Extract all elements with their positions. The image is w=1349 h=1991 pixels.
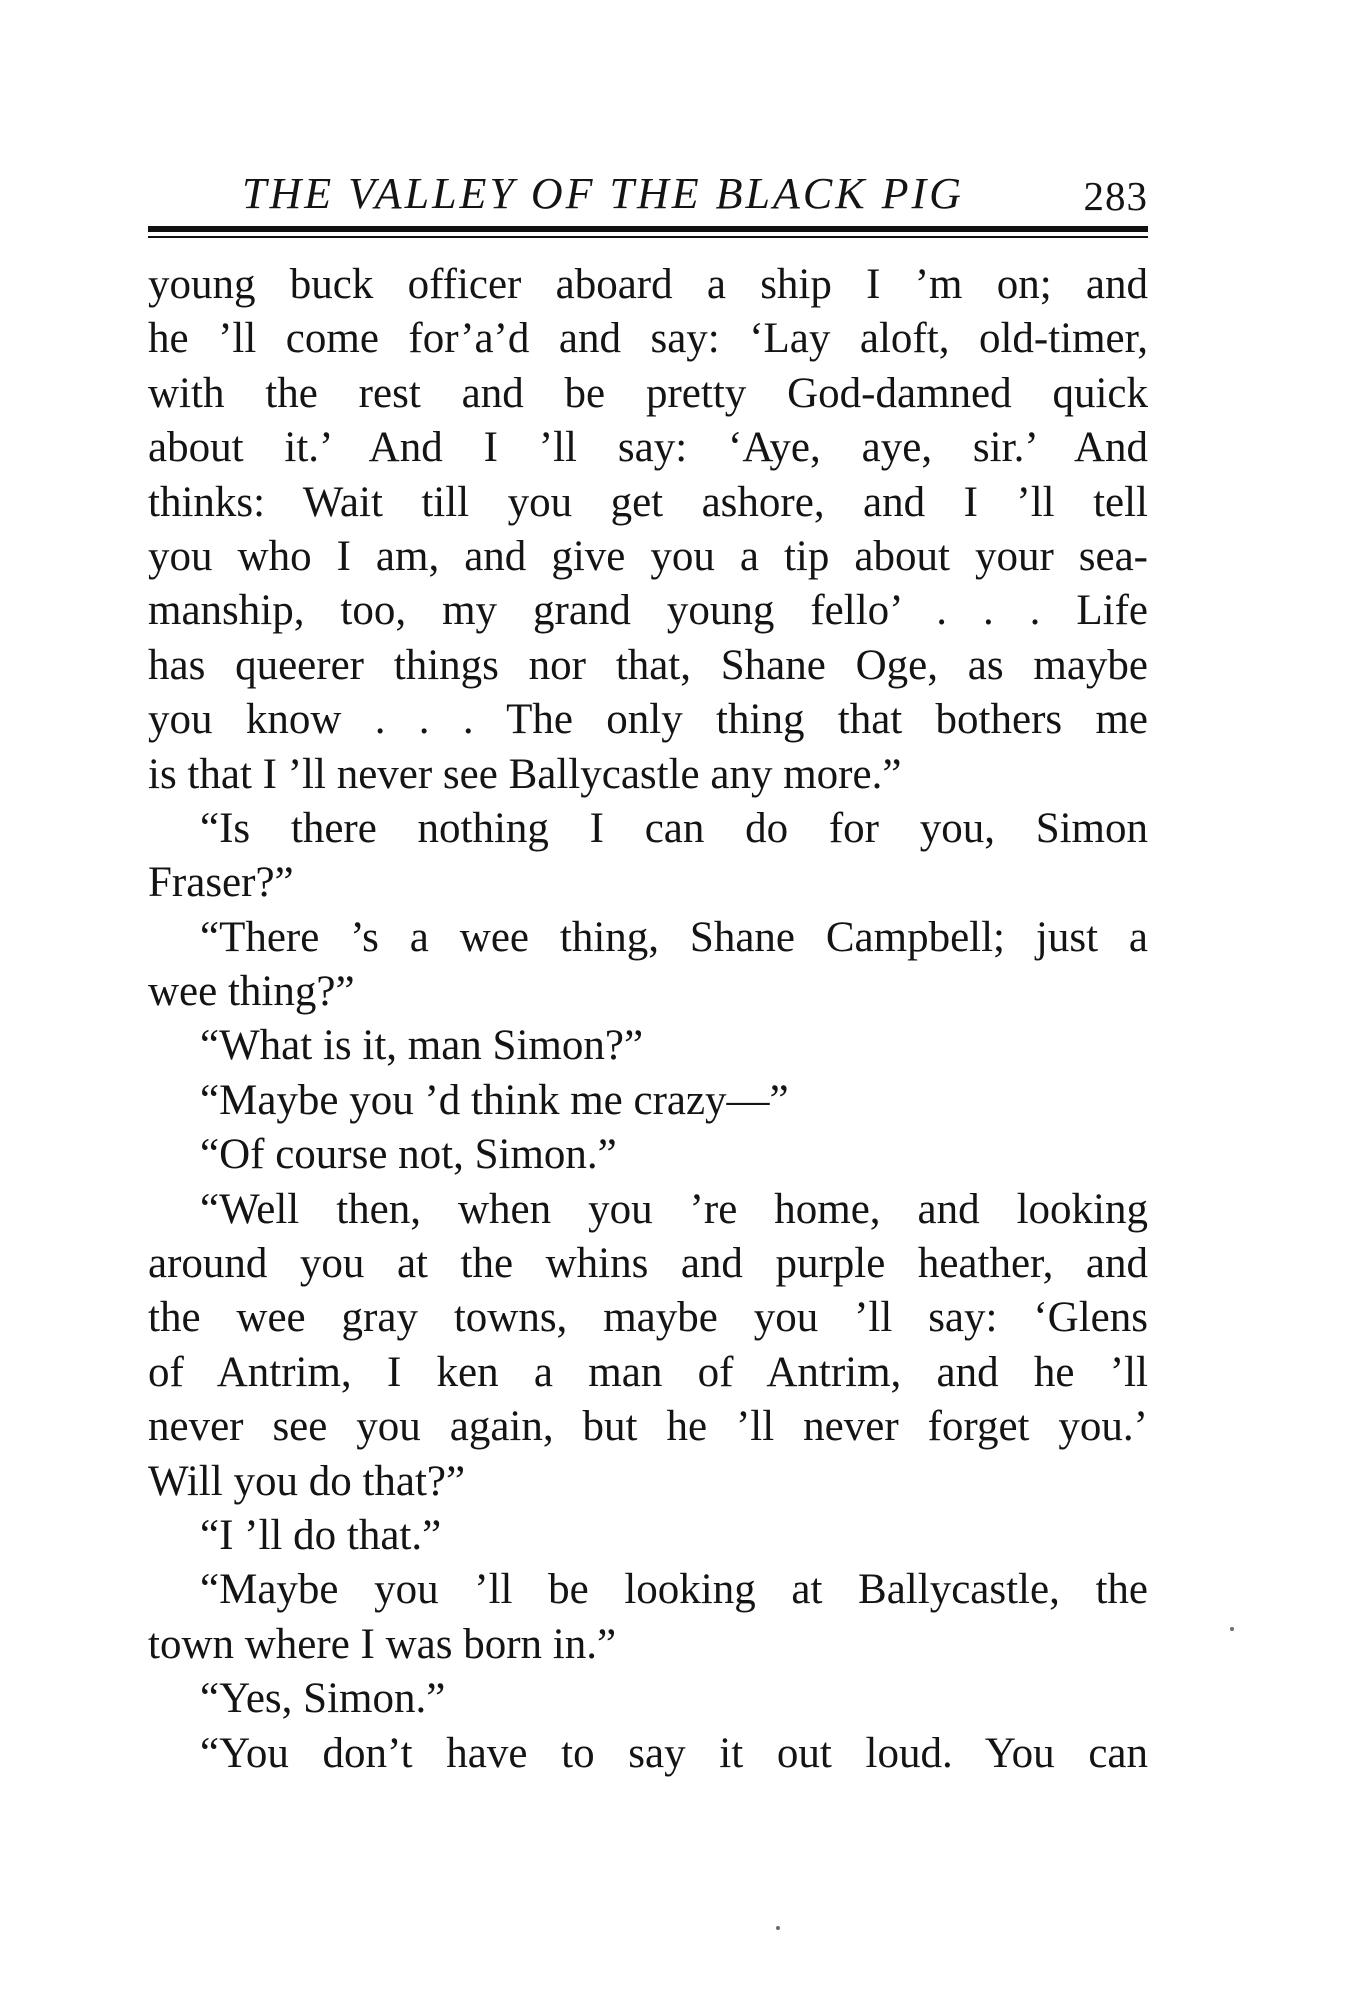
- text-line: never see you again, but he ’ll never forget you.’: [148, 1403, 1148, 1451]
- scan-speck: [776, 1926, 780, 1930]
- text-line: “Of course not, Simon.”: [200, 1131, 617, 1179]
- text-line: “I ’ll do that.”: [200, 1511, 442, 1559]
- text-line: around you at the whins and purple heather, and: [148, 1240, 1148, 1288]
- body-text: [148, 258, 1148, 1781]
- text-line: young buck officer aboard a ship I ’m on; and: [148, 261, 1148, 308]
- text-line: “What is it, man Simon?”: [200, 1022, 644, 1070]
- header-rule-thin: [148, 236, 1148, 238]
- text-line: you who I am, and give you a tip about your sea-: [148, 532, 1148, 580]
- text-line: “Maybe you ’d think me crazy—”: [200, 1076, 789, 1124]
- scan-speck: [1230, 1627, 1234, 1631]
- text-line: manship, too, my grand young fello’ . . . Life: [148, 587, 1148, 635]
- text-line: “Maybe you ’ll be looking at Ballycastle, the: [200, 1566, 1148, 1614]
- page-number: 283: [1083, 173, 1148, 219]
- text-line: Fraser?”: [148, 859, 294, 907]
- text-line: the wee gray towns, maybe you ’ll say: ‘Glens: [148, 1294, 1148, 1342]
- text-line: Will you do that?”: [148, 1457, 466, 1505]
- running-title: THE VALLEY OF THE BLACK PIG: [242, 169, 964, 218]
- text-line: “Well then, when you ’re home, and looking: [200, 1185, 1148, 1233]
- text-line: of Antrim, I ken a man of Antrim, and he ’ll: [148, 1348, 1148, 1396]
- text-line: “Is there nothing I can do for you, Simon: [200, 804, 1148, 852]
- text-line: is that I ’ll never see Ballycastle any more.”: [148, 750, 902, 798]
- text-line: “Yes, Simon.”: [200, 1675, 446, 1723]
- text-line: thinks: Wait till you get ashore, and I ’ll tell: [148, 478, 1148, 526]
- text-line: about it.’ And I ’ll say: ‘Aye, aye, sir.’ And: [148, 424, 1148, 472]
- text-line: “You don’t have to say it out loud. You can: [200, 1729, 1148, 1777]
- text-line: wee thing?”: [148, 968, 355, 1016]
- header-rule-thick: [148, 226, 1148, 232]
- running-head: [148, 168, 1148, 228]
- text-line: he ’ll come for’a’d and say: ‘Lay aloft, old-timer,: [148, 315, 1148, 363]
- text-line: town where I was born in.”: [148, 1620, 617, 1668]
- text-line: “There ’s a wee thing, Shane Campbell; just a: [200, 913, 1148, 961]
- text-line: with the rest and be pretty God-damned quick: [148, 369, 1148, 417]
- text-line: has queerer things nor that, Shane Oge, as maybe: [148, 641, 1148, 689]
- text-line: you know . . . The only thing that bothers me: [148, 696, 1148, 744]
